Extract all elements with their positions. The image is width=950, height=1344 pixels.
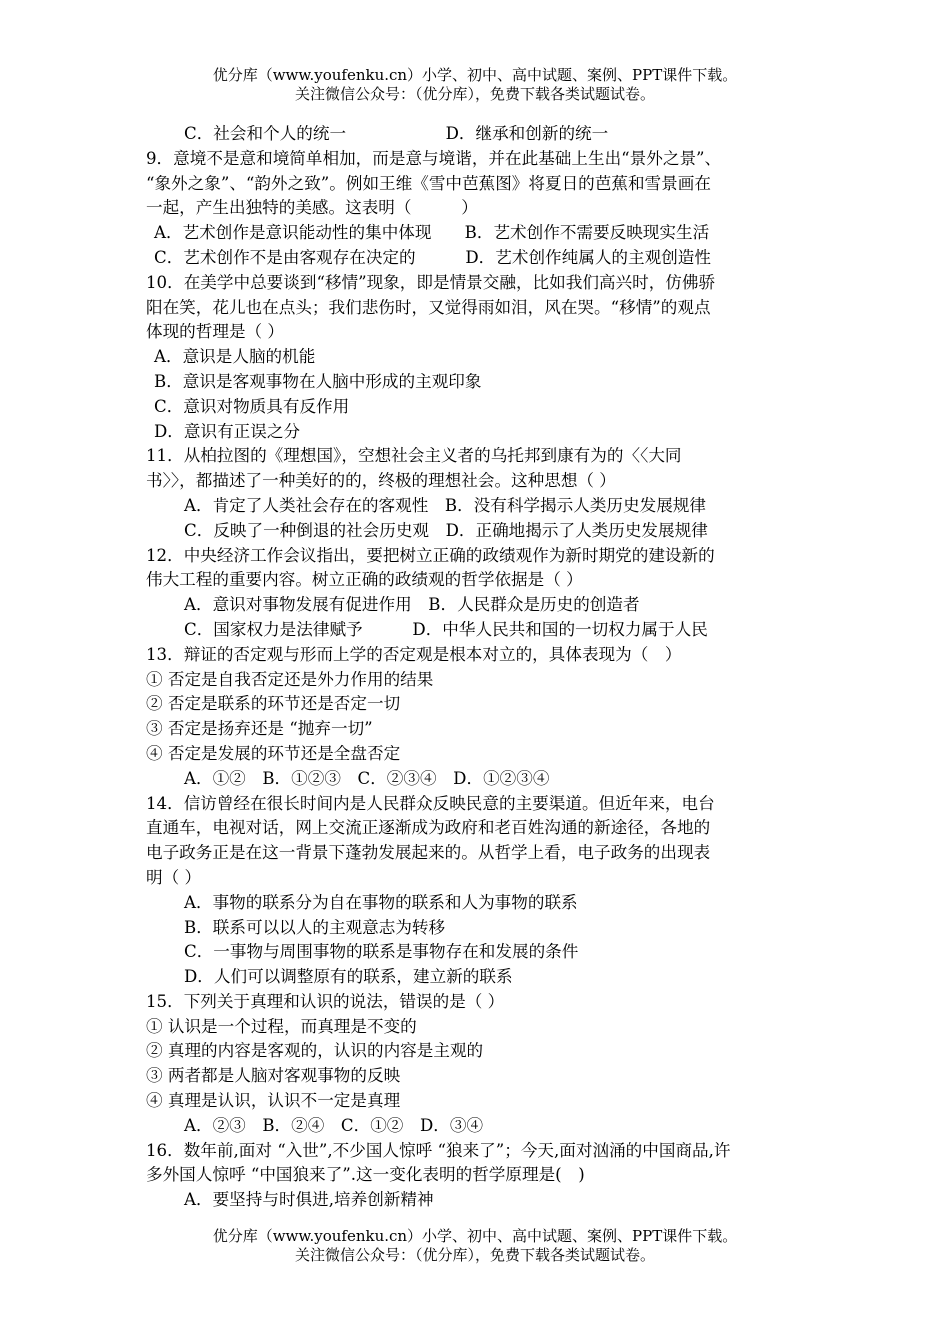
text-line: ④ 否定是发展的环节还是全盘否定 — [146, 743, 401, 763]
text-line: ① 否定是自我否定还是外力作用的结果 — [146, 669, 434, 689]
text-line: A．肯定了人类社会存在的客观性 B．没有科学揭示人类历史发展规律 — [184, 495, 706, 515]
footer-line-2: 关注微信公众号：（优分库），免费下载各类试题试卷。 — [294, 1246, 655, 1264]
text-line: ② 真理的内容是客观的，认识的内容是主观的 — [146, 1041, 484, 1061]
text-line: B．联系可以以人的主观意志为转移 — [184, 917, 446, 937]
header-line-1: 优分库（www.youfenku.cn）小学、初中、高中试题、案例、PPT课件下载。 — [212, 66, 738, 84]
text-line: C．反映了一种倒退的社会历史观 D．正确地揭示了人类历史发展规律 — [184, 520, 708, 540]
text-line: A．②③ B．②④ C．①② D．③④ — [184, 1115, 484, 1135]
text-line: 电子政务正是在这一背景下蓬勃发展起来的。从哲学上看，电子政务的出现表 — [146, 843, 711, 863]
text-line: 多外国人惊呼 “中国狼来了”.这一变化表明的哲学原理是( ) — [146, 1165, 585, 1185]
text-line: 10．在美学中总要谈到“移情”现象，即是情景交融，比如我们高兴时，仿佛骄 — [146, 272, 716, 292]
document-body — [146, 122, 814, 1213]
text-line: 9．意境不是意和境简单相加，而是意与境谐，并在此基础上生出“景外之景”、 — [146, 148, 722, 168]
text-line: “象外之象”、“韵外之致”。例如王维《雪中芭蕉图》将夏日的芭蕉和雪景画在 — [146, 173, 711, 193]
text-line: ④ 真理是认识，认识不一定是真理 — [146, 1091, 401, 1111]
text-line: 12．中央经济工作会议指出，要把树立正确的政绩观作为新时期党的建设新的 — [146, 545, 715, 565]
text-line: B．意识是客观事物在人脑中形成的主观印象 — [154, 371, 482, 391]
text-line: ② 否定是联系的环节还是否定一切 — [146, 694, 401, 714]
text-line: C．意识对物质具有反作用 — [154, 396, 350, 416]
text-line: 直通车，电视对话，网上交流正逐渐成为政府和老百姓沟通的新途径，各地的 — [146, 818, 711, 838]
text-line: ③ 否定是扬弃还是 “抛弃一切” — [146, 719, 373, 739]
text-line: ③ 两者都是人脑对客观事物的反映 — [146, 1066, 401, 1086]
header-line-2: 关注微信公众号：（优分库），免费下载各类试题试卷。 — [294, 85, 655, 103]
text-line: D．人们可以调整原有的联系，建立新的联系 — [184, 967, 513, 987]
text-line: 书〉〉，都描述了一种美好的的，终极的理想社会。这种思想（ ） — [146, 471, 616, 491]
text-line: 体现的哲理是（ ） — [146, 322, 285, 342]
text-line: 伟大工程的重要内容。树立正确的政绩观的哲学依据是（ ） — [146, 570, 583, 590]
text-line: D．意识有正误之分 — [154, 421, 301, 441]
footer-line-1: 优分库（www.youfenku.cn）小学、初中、高中试题、案例、PPT课件下载。 — [212, 1227, 738, 1245]
text-line: 16．数年前,面对 “入世”,不少国人惊呼 “狼来了”；今天,面对汹涌的中国商品,许 — [146, 1140, 731, 1160]
text-line: A．要坚持与时俱进,培养创新精神 — [184, 1190, 434, 1210]
page-footer — [0, 1227, 950, 1265]
text-line: A．意识是人脑的机能 — [154, 347, 316, 367]
text-line: 一起，产生出独特的美感。这表明（ ） — [146, 198, 478, 218]
text-line: C．一事物与周围事物的联系是事物存在和发展的条件 — [184, 942, 579, 962]
text-line: 阳在笑，花儿也在点头；我们悲伤时，又觉得雨如泪，风在哭。“移情”的观点 — [146, 297, 711, 317]
text-line: A．艺术创作是意识能动性的集中体现 B．艺术创作不需要反映现实生活 — [154, 223, 710, 243]
text-line: A．意识对事物发展有促进作用 B．人民群众是历史的创造者 — [184, 595, 640, 615]
text-line: C．艺术创作不是由客观存在决定的 D．艺术创作纯属人的主观创造性 — [154, 247, 711, 267]
text-line: 明（ ） — [146, 867, 202, 887]
page-header — [0, 66, 950, 104]
text-line: A．①② B．①②③ C．②③④ D．①②③④ — [184, 768, 550, 788]
text-line: 11．从柏拉图的《理想国》，空想社会主义者的乌托邦到康有为的〈〈大同 — [146, 446, 682, 466]
text-line: 15．下列关于真理和认识的说法，错误的是（ ） — [146, 991, 505, 1011]
text-line: ① 认识是一个过程，而真理是不变的 — [146, 1016, 417, 1036]
text-line: 13．辩证的否定观与形而上学的否定观是根本对立的，具体表现为（ ） — [146, 644, 682, 664]
text-line: A．事物的联系分为自在事物的联系和人为事物的联系 — [184, 892, 578, 912]
text-line: 14．信访曾经在很长时间内是人民群众反映民意的主要渠道。但近年来，电台 — [146, 793, 715, 813]
text-line: C．社会和个人的统一 D．继承和创新的统一 — [184, 124, 609, 143]
text-line: C．国家权力是法律赋予 D．中华人民共和国的一切权力属于人民 — [184, 619, 708, 639]
